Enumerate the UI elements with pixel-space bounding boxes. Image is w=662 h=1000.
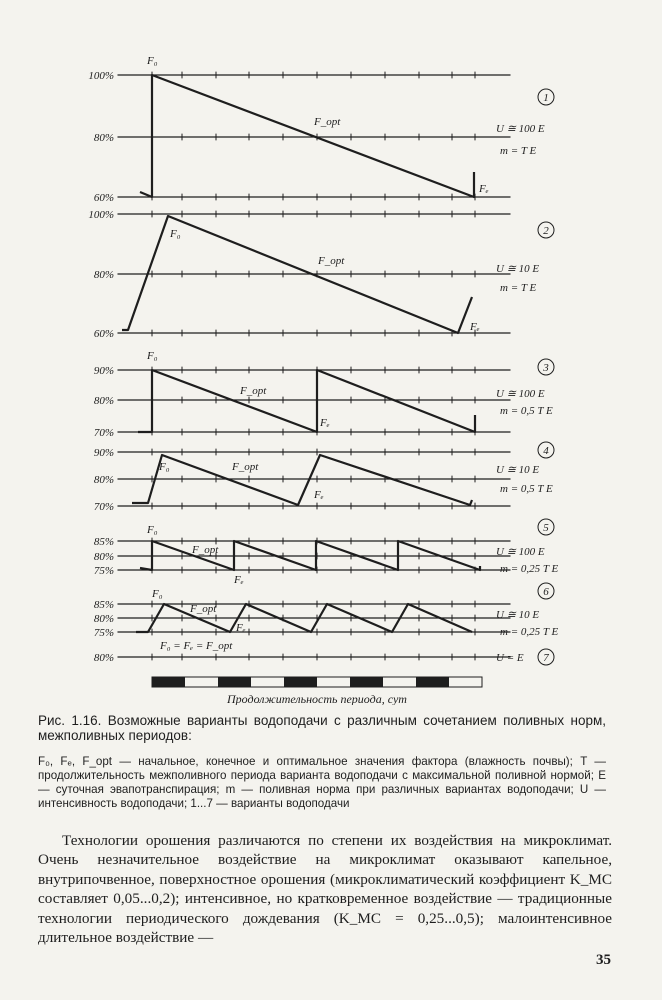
panel-1-number: 1 [543, 92, 549, 104]
panel-4-number: 4 [543, 445, 549, 457]
panel-6-condition-m: m = 0,25 T E [500, 626, 559, 638]
panel-6-optimal-label: F_opt [190, 603, 217, 615]
panel-6-y-label: 80% [93, 613, 114, 625]
panel-3-number: 3 [543, 362, 549, 374]
panel-4-condition-u: U ≅ 10 E [496, 464, 540, 476]
panel-4-y-label: 70% [93, 501, 114, 513]
panel-1-y-label: 80% [93, 132, 114, 144]
panel-6-start-label: F₀ [152, 588, 163, 600]
panel-3-y-label: 80% [93, 395, 114, 407]
panel-6-condition-u: U ≅ 10 E [496, 609, 540, 621]
page-number: 35 [596, 952, 611, 968]
panel-1-condition-m: m = T E [500, 145, 537, 157]
panel-4-y-label: 80% [93, 474, 114, 486]
body-paragraph: Технологии орошения различаются по степени их воздействия на микроклимат. Очень незначительное воздействие на микроклимат оказывают капельное, внутрипочвенное, поверхностное орошения (микроклиматический коэффициент K_MC составляет 0,05...0,2); интенсивное, но кратковременное воздействие — традиционные технологии периодического дождевания (K_MC = 0,25...0,5); малоинтенсивное длительное воздействие — [38, 832, 612, 947]
panel-6-number: 6 [543, 586, 549, 598]
panel-4-optimal-label: F_opt [232, 461, 259, 473]
panel-1-optimal-label: F_opt [314, 116, 341, 128]
panel-4-start-label: F₀ [159, 461, 170, 473]
panel-4-condition-m: m = 0,5 T E [500, 483, 553, 495]
axis-title: Продолжительность периода, сут [227, 692, 407, 705]
duration-bar-segment [416, 677, 449, 687]
panel-2-optimal-label: F_opt [318, 255, 345, 267]
panel-3-start-label: F₀ [147, 350, 158, 362]
panel-4-y-label: 90% [93, 447, 114, 459]
panel-1-y-label: 60% [93, 192, 114, 204]
panel-1-condition-u: U ≅ 100 E [496, 123, 545, 135]
panel-1-y-label: 100% [88, 70, 114, 82]
panel-2-y-label: 60% [93, 328, 114, 340]
figure-caption-notes: F₀, Fₑ, F_opt — начальное, конечное и оптимальное значения фактора (влажность почвы); T — продолжительность межполивного периода варианта водоподачи с максимальной поливной нормой; E — суточная эвапотранспирация; m — поливная норма при различных вариантах водоподачи; U — интенсивность водоподачи; 1...7 — варианты водоподачи [38, 755, 606, 810]
panel-1-start-label: F₀ [147, 55, 158, 67]
panel-2-start-label: F₀ [170, 228, 181, 240]
panel-2-number: 2 [543, 225, 549, 237]
panel-1-moisture-curve [140, 75, 474, 197]
panel-3-condition-u: U ≅ 100 E [496, 388, 545, 400]
panel-4-moisture-curve [132, 455, 472, 505]
panel-2-y-label: 80% [93, 269, 114, 281]
panel-2-end-label: Fₑ [470, 321, 480, 333]
duration-bar-segment [152, 677, 185, 687]
duration-bar-segment [218, 677, 251, 687]
panel-7-number: 7 [543, 652, 549, 664]
panel-3-moisture-curve [138, 370, 475, 432]
panel-5-condition-m: m = 0,25 T E [500, 563, 559, 575]
panel-5-y-label: 85% [93, 536, 114, 548]
panel-5-number: 5 [543, 522, 549, 534]
panel-6-y-label: 75% [93, 627, 114, 639]
panel-7-equal-label: F₀ = Fₑ = F_opt [160, 640, 233, 652]
panel-2-condition-m: m = T E [500, 282, 537, 294]
panel-2-condition-u: U ≅ 10 E [496, 263, 540, 275]
panel-1-end-label: Fₑ [479, 183, 489, 195]
panel-5-y-label: 75% [93, 565, 114, 577]
panel-6-end-label: Fₑ [236, 622, 246, 634]
panel-3-y-label: 90% [93, 365, 114, 377]
panel-2-y-label: 100% [88, 209, 114, 221]
panel-3-condition-m: m = 0,5 T E [500, 405, 553, 417]
panel-5-condition-u: U ≅ 100 E [496, 546, 545, 558]
panel-3-y-label: 70% [93, 427, 114, 439]
panel-5-optimal-label: F_opt [192, 544, 219, 556]
panel-5-start-label: F₀ [147, 524, 158, 536]
panel-7-condition-u: U = E [496, 652, 524, 664]
panel-3-optimal-label: F_opt [240, 385, 267, 397]
panel-6-y-label: 85% [93, 599, 114, 611]
figure-caption: Рис. 1.16. Возможные варианты водоподачи с различным сочетанием поливных норм, межполивных периодов: [38, 713, 606, 743]
panel-3-end-label: Fₑ [320, 417, 330, 429]
panel-5-end-label: Fₑ [234, 574, 244, 586]
duration-bar-segment [350, 677, 383, 687]
panel-4-end-label: Fₑ [314, 489, 324, 501]
panel-5-y-label: 80% [93, 551, 114, 563]
panel-7-y-label: 80% [93, 652, 114, 664]
duration-bar-segment [284, 677, 317, 687]
